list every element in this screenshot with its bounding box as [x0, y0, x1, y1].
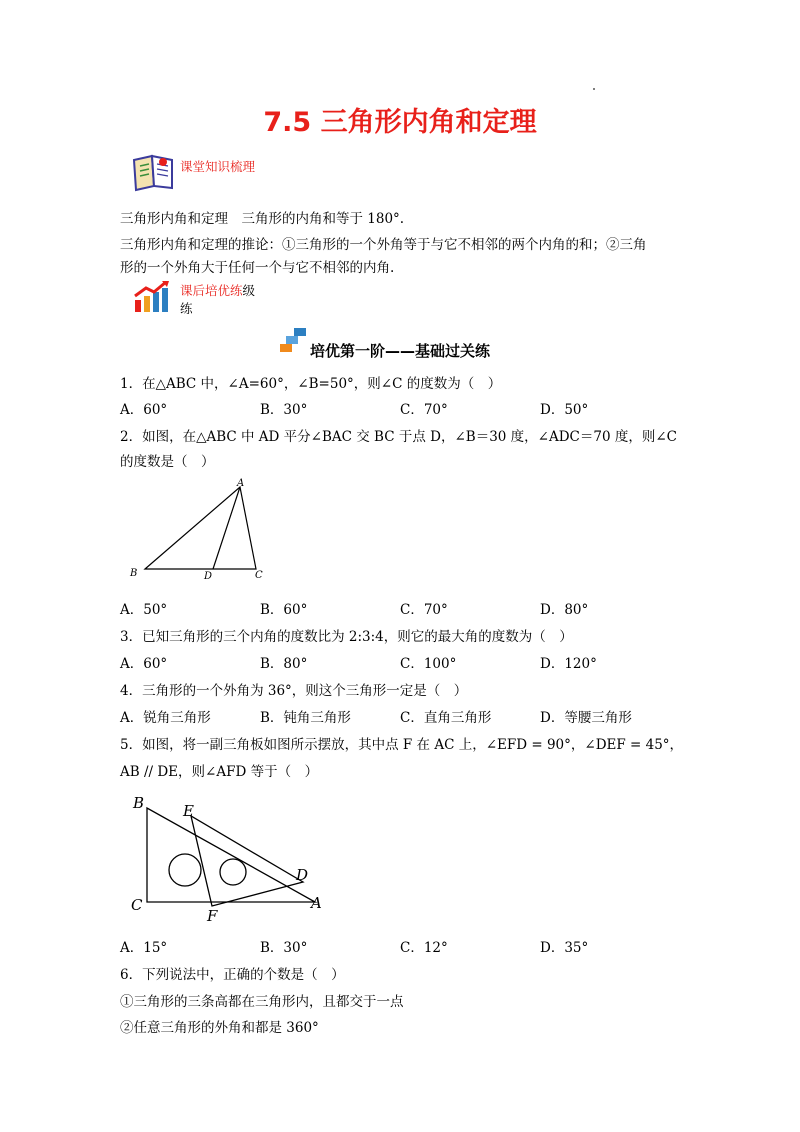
question-3-option-b: B．80°	[260, 656, 308, 672]
question-3-option-d: D．120°	[540, 656, 597, 672]
question-3-option-c: C．100°	[400, 656, 457, 672]
section-heading-practice-wrap: 练	[180, 301, 193, 316]
label-b: B	[130, 568, 138, 579]
triangle-ruler-hole-large	[169, 854, 201, 886]
question-5-option-d: D．35°	[540, 940, 589, 956]
page-title: 7.5 三角形内角和定理	[263, 107, 537, 138]
label-f: F	[207, 907, 218, 925]
label-d: D	[296, 866, 309, 884]
book-icon	[132, 152, 176, 192]
triangle-ruler-hole-small	[220, 859, 246, 885]
question-4-option-a: A．锐角三角形	[120, 710, 211, 726]
question-5-option-a: A．15°	[120, 940, 168, 956]
question-6-statement-2: ②任意三角形的外角和都是 360°	[120, 1020, 319, 1036]
knowledge-line-1: 三角形内角和定理 三角形的内角和等于 180°.	[120, 211, 405, 227]
stairs-icon	[280, 328, 308, 354]
label-c: C	[131, 896, 143, 914]
label-a: A	[237, 478, 245, 489]
right-triangle-def	[191, 816, 303, 906]
question-3-option-a: A．60°	[120, 656, 168, 672]
section-heading-practice-suffix: 级	[242, 283, 256, 298]
question-2-option-c: C．70°	[400, 602, 448, 618]
stray-dot	[593, 88, 595, 90]
question-2-option-d: D．80°	[540, 602, 589, 618]
right-triangle-abc	[147, 808, 315, 902]
label-d: D	[204, 571, 213, 582]
question-6-stem: 6．下列说法中，正确的个数是（ ）	[120, 967, 345, 983]
question-1-option-d: D．50°	[540, 402, 589, 418]
question-5-stem-line-2: AB // DE，则∠AFD 等于（ ）	[120, 764, 319, 780]
question-5-option-c: C．12°	[400, 940, 448, 956]
question-4-option-d: D．等腰三角形	[540, 710, 632, 726]
growth-chart-icon	[132, 280, 172, 314]
question-1-option-c: C．70°	[400, 402, 448, 418]
section-heading-practice	[180, 281, 255, 299]
question-2-option-b: B．60°	[260, 602, 308, 618]
question-2-option-a: A．50°	[120, 602, 168, 618]
question-2-stem-line-2: 的度数是（ ）	[120, 454, 215, 470]
question-1-option-b: B．30°	[260, 402, 308, 418]
question-1-stem: 1．在△ABC 中，∠A=60°，∠B=50°，则∠C 的度数为（ ）	[120, 376, 502, 392]
question-4-option-c: C．直角三角形	[400, 710, 492, 726]
section-heading-practice-red: 课后培优练	[180, 283, 243, 298]
question-5-stem-line-1: 5．如图，将一副三角板如图所示摆放，其中点 F 在 AC 上，∠EFD = 90°，∠DEF = 45°，	[120, 737, 684, 753]
section-heading-knowledge: 课堂知识梳理	[180, 159, 256, 174]
question-5-option-b: B．30°	[260, 940, 308, 956]
question-3-stem: 3．已知三角形的三个内角的度数比为 2:3:4，则它的最大角的度数为（ ）	[120, 629, 573, 645]
level-title: 培优第一阶——基础过关练	[310, 342, 491, 360]
question-2-stem-line-1: 2．如图，在△ABC 中 AD 平分∠BAC 交 BC 于点 D，∠B＝30 度，∠ADC＝70 度，则∠C	[120, 429, 677, 445]
question-6-statement-1: ①三角形的三条高都在三角形内，且都交于一点	[120, 994, 404, 1010]
question-4-option-b: B．钝角三角形	[260, 710, 351, 726]
label-e: E	[183, 802, 194, 820]
label-c: C	[255, 570, 263, 581]
triangle-abc	[145, 487, 256, 569]
question-5-figure	[125, 790, 335, 925]
knowledge-line-3: 形的一个外角大于任何一个与它不相邻的内角.	[120, 260, 395, 276]
knowledge-line-2: 三角形内角和定理的推论：①三角形的一个外角等于与它不相邻的两个内角的和；②三角	[120, 237, 647, 253]
label-a: A	[311, 894, 322, 912]
question-4-stem: 4．三角形的一个外角为 36°，则这个三角形一定是（ ）	[120, 683, 468, 699]
label-b: B	[133, 794, 145, 812]
question-2-figure	[120, 472, 290, 587]
question-1-option-a: A．60°	[120, 402, 168, 418]
